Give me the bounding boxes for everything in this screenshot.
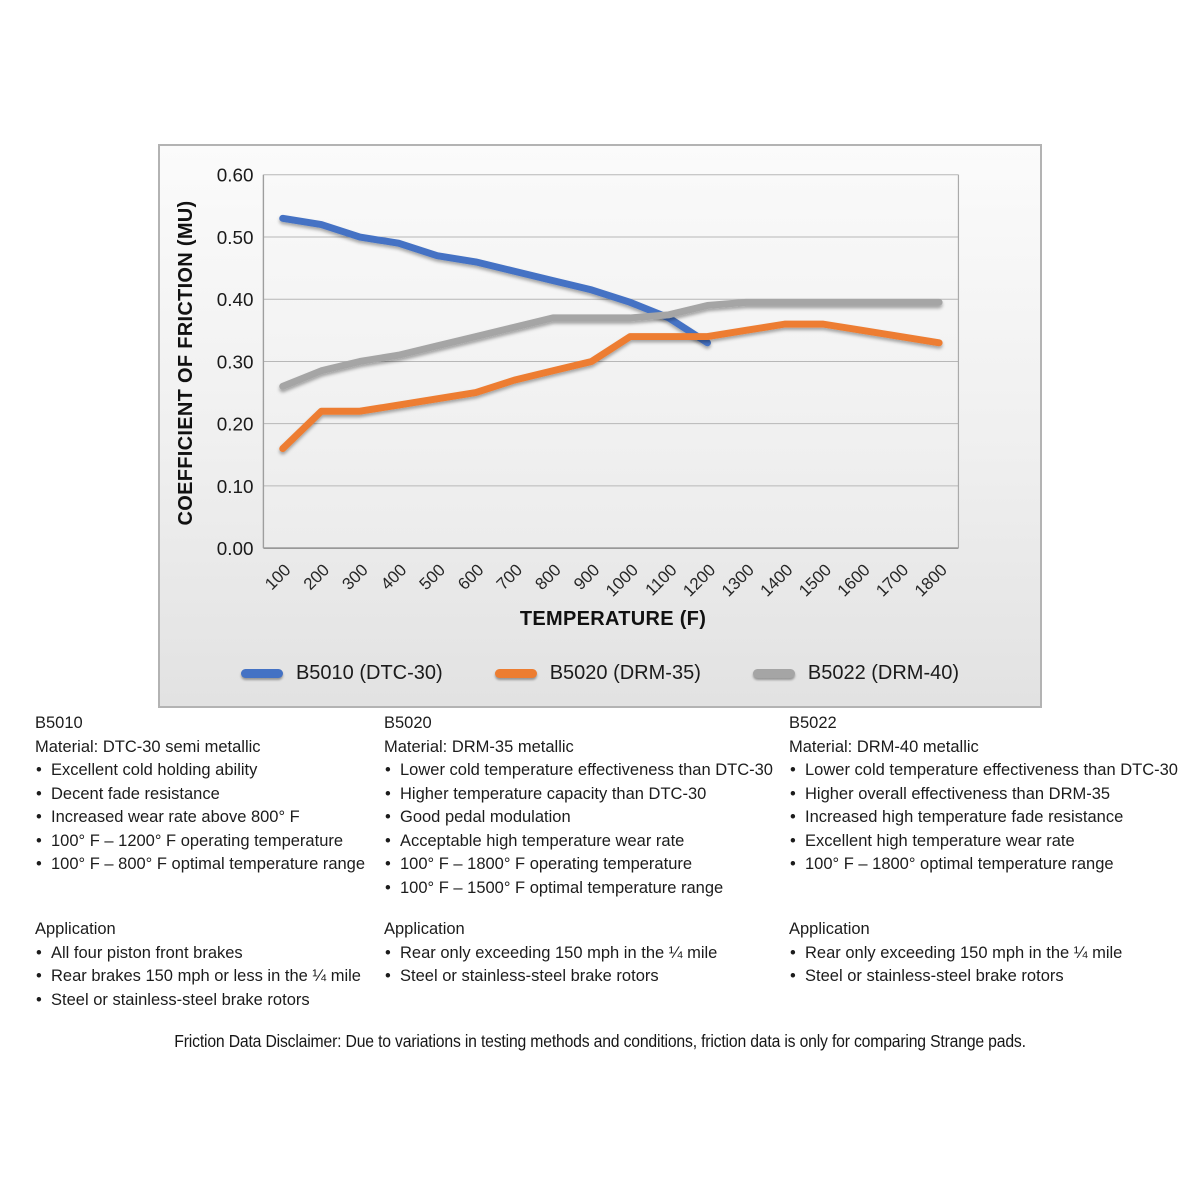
- application-block: [384, 918, 784, 989]
- pad-id: B5022: [789, 714, 837, 732]
- legend-item-b5010: [241, 662, 443, 685]
- y-tick-label: 0.40: [216, 289, 254, 311]
- application-title: Application: [35, 920, 116, 938]
- bullet-item: • Steel or stainless-steel brake rotors: [35, 989, 380, 1013]
- legend-swatch-icon: [495, 669, 537, 678]
- application-list: [35, 942, 380, 1013]
- bullet-item: • All four piston front brakes: [35, 942, 380, 966]
- x-tick-label: 1700: [872, 560, 913, 601]
- bullet-item: • Rear brakes 150 mph or less in the ¼ mile: [35, 965, 380, 989]
- legend-label: B5020 (DRM-35): [549, 661, 701, 684]
- feature-list: [789, 759, 1189, 877]
- application-block: [35, 918, 380, 1012]
- bullet-item: • Increased wear rate above 800° F: [35, 806, 380, 830]
- bullet-item: • Higher overall effectiveness than DRM-35: [789, 783, 1189, 807]
- x-tick-label: 200: [299, 560, 334, 594]
- legend-swatch-icon: [753, 669, 795, 678]
- bullet-item: • Increased high temperature fade resistance: [789, 806, 1189, 830]
- bullet-item: • Lower cold temperature effectiveness than DTC-30: [789, 759, 1189, 783]
- x-axis-title: TEMPERATURE (F): [519, 608, 707, 630]
- x-tick-label: 600: [454, 560, 488, 594]
- bullet-item: • Excellent cold holding ability: [35, 759, 380, 783]
- x-tick-label: 300: [338, 560, 372, 594]
- x-tick-label: 100: [261, 560, 295, 594]
- feature-list: [384, 759, 784, 900]
- bullet-item: • Lower cold temperature effectiveness than DTC-30: [384, 759, 784, 783]
- bullet-item: • Good pedal modulation: [384, 806, 784, 830]
- x-tick-label: 400: [376, 560, 411, 594]
- legend-swatch-icon: [241, 669, 283, 678]
- bullet-item: • Steel or stainless-steel brake rotors: [384, 965, 784, 989]
- application-block: [789, 918, 1189, 989]
- pad-material: Material: DRM-35 metallic: [384, 737, 574, 756]
- bullet-item: • Higher temperature capacity than DTC-30: [384, 783, 784, 807]
- pad-column-b5010: [35, 712, 380, 1017]
- bullet-item: • Excellent high temperature wear rate: [789, 830, 1189, 854]
- y-tick-label: 0.30: [216, 351, 254, 373]
- bullet-item: • 100° F – 1800° F operating temperature: [384, 853, 784, 877]
- legend-label: B5010 (DTC-30): [295, 661, 443, 684]
- y-tick-label: 0.60: [216, 164, 254, 186]
- x-tick-label: 1300: [717, 560, 758, 601]
- pad-id: B5020: [384, 714, 432, 732]
- x-tick-label: 1600: [833, 560, 874, 601]
- pad-column-b5022: [789, 712, 1189, 1017]
- bullet-item: • Acceptable high temperature wear rate: [384, 830, 784, 854]
- y-tick-label: 0.00: [216, 538, 254, 560]
- y-axis-title: COEFFICIENT OF FRICTION (MU): [175, 200, 197, 526]
- x-tick-label: 1200: [679, 560, 720, 601]
- feature-list: [35, 759, 380, 877]
- bullet-item: • Rear only exceeding 150 mph in the ¼ mile: [384, 942, 784, 966]
- pad-material: Material: DRM-40 metallic: [789, 737, 979, 756]
- friction-chart-panel: [158, 144, 1042, 708]
- x-tick-label: 500: [415, 560, 449, 594]
- x-tick-label: 1400: [756, 560, 797, 601]
- x-tick-label: 1100: [641, 560, 681, 600]
- application-title: Application: [384, 920, 465, 938]
- x-tick-label: 900: [570, 560, 604, 594]
- pad-id: B5010: [35, 714, 83, 732]
- y-tick-label: 0.50: [216, 226, 254, 248]
- bullet-item: • 100° F – 1500° F optimal temperature range: [384, 877, 784, 901]
- pad-material: Material: DTC-30 semi metallic: [35, 737, 261, 756]
- application-list: [789, 942, 1189, 989]
- x-tick-label: 1000: [602, 560, 642, 601]
- bullet-item: • 100° F – 1200° F operating temperature: [35, 830, 380, 854]
- bullet-item: • 100° F – 1800° optimal temperature range: [789, 853, 1189, 877]
- legend-label: B5022 (DRM-40): [807, 661, 960, 684]
- y-tick-label: 0.10: [216, 475, 254, 497]
- chart-legend: [160, 652, 1040, 694]
- bullet-item: • Decent fade resistance: [35, 783, 380, 807]
- pad-column-b5020: [384, 712, 784, 1017]
- bullet-item: • Steel or stainless-steel brake rotors: [789, 965, 1189, 989]
- legend-item-b5020: [495, 662, 701, 685]
- application-title: Application: [789, 920, 870, 938]
- x-tick-label: 800: [531, 560, 565, 594]
- y-tick-label: 0.20: [216, 413, 254, 435]
- application-list: [384, 942, 784, 989]
- legend-item-b5022: [753, 662, 959, 685]
- bullet-item: • Rear only exceeding 150 mph in the ¼ mile: [789, 942, 1189, 966]
- x-tick-label: 1800: [910, 560, 951, 601]
- x-tick-label: 700: [492, 560, 527, 594]
- x-tick-label: 1500: [795, 560, 836, 601]
- bullet-item: • 100° F – 800° F optimal temperature range: [35, 853, 380, 877]
- disclaimer-text: Friction Data Disclaimer: Due to variations in testing methods and conditions, friction data is only for comparing Strange pads.: [174, 1031, 1026, 1051]
- friction-data-disclaimer: [0, 1031, 1200, 1052]
